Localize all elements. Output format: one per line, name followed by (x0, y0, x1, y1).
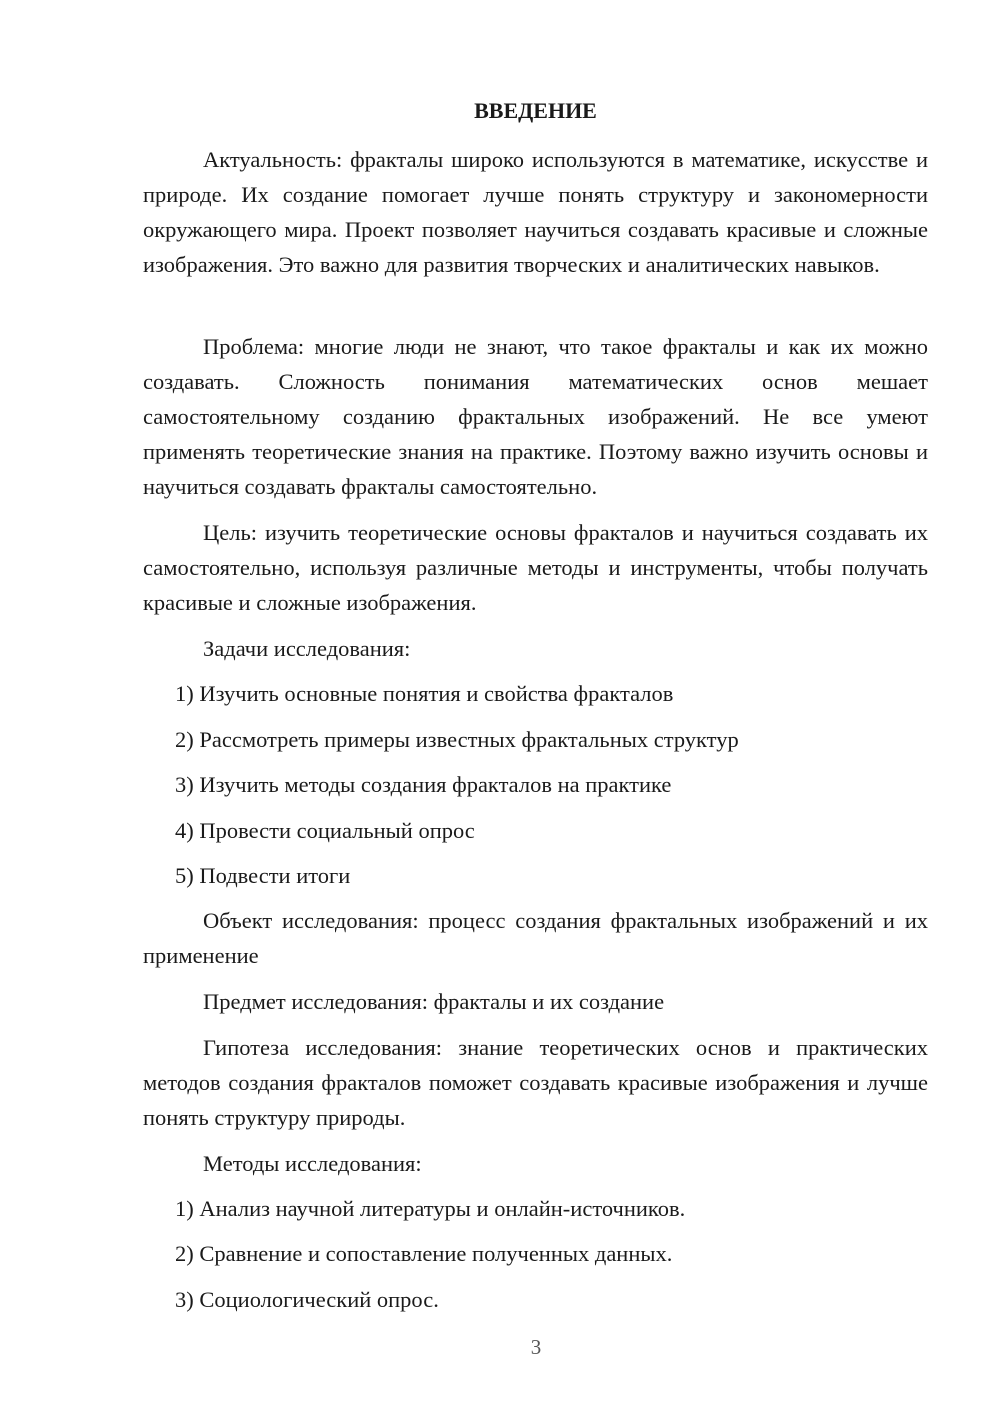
hypothesis-paragraph: Гипотеза исследования: знание теоретических основ и практических методов создания фракталов поможет создавать красивые изображения и лучше понять структуру природы. (143, 1035, 928, 1130)
method-item: 2) Сравнение и сопоставление полученных данных. (175, 1241, 673, 1266)
subject-paragraph: Предмет исследования: фракталы и их создание (203, 989, 665, 1014)
method-item: 3) Социологический опрос. (175, 1287, 439, 1312)
task-item: 2) Рассмотреть примеры известных фрактальных структур (175, 727, 739, 752)
page-number: 3 (530, 1335, 542, 1359)
object-paragraph: Объект исследования: процесс создания фрактальных изображений и их применение (143, 908, 928, 968)
task-item: 4) Провести социальный опрос (175, 818, 475, 843)
task-item: 3) Изучить методы создания фракталов на практике (175, 772, 672, 797)
methods-title: Методы исследования: (203, 1151, 422, 1176)
relevance-paragraph: Актуальность: фракталы широко используются в математике, искусстве и природе. Их создание помогает лучше понять структуру и закономерности окружающего мира. Проект позволяет научиться создавать красивые и сложные изображения. Это важно для развития творческих и аналитических навыков. (143, 147, 928, 277)
method-item: 1) Анализ научной литературы и онлайн-источников. (175, 1196, 686, 1221)
problem-paragraph: Проблема: многие люди не знают, что такое фракталы и как их можно создавать. Сложность понимания математических основ мешает самостоятельному созданию фрактальных изображений. Не все умеют применять теоретические знания на практике. Поэтому важно изучить основы и научиться создавать фракталы самостоятельно. (143, 334, 928, 499)
task-item: 5) Подвести итоги (175, 863, 351, 888)
page-title: ВВЕДЕНИЕ (474, 98, 597, 123)
task-item: 1) Изучить основные понятия и свойства фракталов (175, 681, 674, 706)
tasks-title: Задачи исследования: (203, 636, 411, 661)
goal-paragraph: Цель: изучить теоретические основы фракталов и научиться создавать их самостоятельно, используя различные методы и инструменты, чтобы получать красивые и сложные изображения. (143, 520, 928, 615)
